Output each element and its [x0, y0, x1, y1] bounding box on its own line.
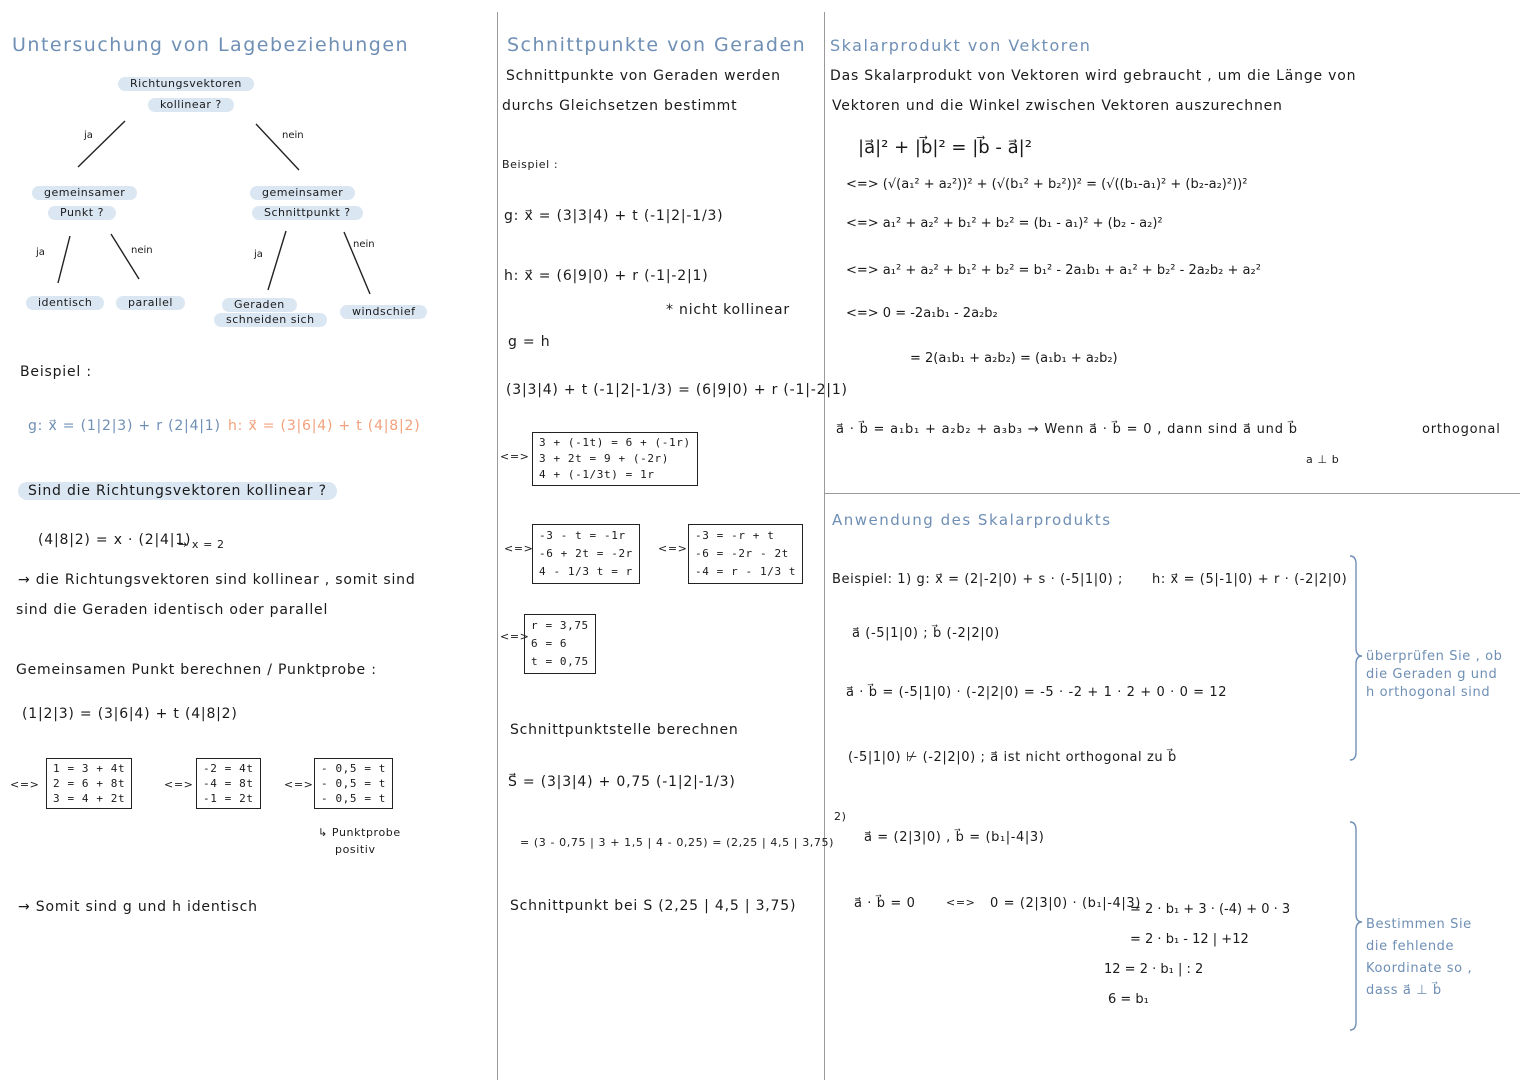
col1-lgs-2-row: -4 = 8t — [203, 777, 254, 790]
col1-punktprobe-note-line2: positiv — [335, 843, 376, 856]
step-line: = 2 · b₁ + 3 · (-4) + 0 · 3 — [1130, 902, 1291, 917]
tree-right-line2: Schnittpunkt ? — [252, 206, 363, 220]
tree-right-ja: ja — [254, 249, 263, 260]
col2-equiv-4: <=> — [500, 630, 530, 643]
col1-punktprobe-title: Gemeinsamen Punkt berechnen / Punktprobe : — [16, 662, 377, 678]
col2-h-equation: h: x⃗ = (6|9|0) + r (-1|-2|1) — [504, 268, 709, 284]
derivation-line: = 2(a₁b₁ + a₂b₂) = (a₁b₁ + a₂b₂) — [910, 351, 1118, 366]
col2-lgs-1-row: 3 + (-1t) = 6 + (-1r) — [539, 436, 691, 449]
col3-ab2-zero: a⃗ · b⃗ = 0 — [854, 896, 916, 911]
col3-beispiel1-h: h: x⃗ = (5|-1|0) + r · (-2|2|0) — [1152, 572, 1348, 587]
col3-ab2-vectors: a⃗ = (2|3|0) , b⃗ = (b₁|-4|3) — [864, 830, 1045, 845]
col1-lgs-3-row: - 0,5 = t — [321, 777, 387, 790]
col3-beispiel1: Beispiel: 1) g: x⃗ = (2|-2|0) + s · (-5|1|0) ; — [832, 572, 1124, 587]
col1-conclusion-line1: → die Richtungsvektoren sind kollinear , somit sind — [18, 572, 416, 588]
col1-final-conclusion: → Somit sind g und h identisch — [18, 899, 258, 915]
derivation-line: |a⃗|² + |b⃗|² = |b⃗ - a⃗|² — [858, 137, 1032, 158]
col2-s-equation-1: S⃗ = (3|3|4) + 0,75 (-1|2|-1/3) — [508, 774, 736, 790]
col2-lgs-3-row: -4 = r - 1/3 t — [695, 565, 797, 578]
col1-lgs-3-row: - 0,5 = t — [321, 762, 387, 775]
col1-title: Untersuchung von Lagebeziehungen — [12, 34, 410, 56]
col2-s-equation-2: = (3 - 0,75 | 3 + 1,5 | 4 - 0,25) = (2,25 | 4,5 | 3,75) — [520, 836, 834, 849]
col1-kollinear-result: → x = 2 — [178, 538, 225, 551]
col2-lgs-3 — [688, 524, 803, 584]
col2-lgs-1-row: 3 + 2t = 9 + (-2r) — [539, 452, 670, 465]
tree-leaf-parallel: parallel — [116, 296, 185, 310]
derivation-line: <=> 0 = -2a₁b₁ - 2a₂b₂ — [846, 306, 998, 321]
col2-lgs-2-row: -3 - t = -1r — [539, 529, 626, 542]
col2-g-equation: g: x⃗ = (3|3|4) + t (-1|2|-1/3) — [504, 208, 724, 224]
col1-g-equation: g: x⃗ = (1|2|3) + r (2|4|1) — [28, 418, 221, 434]
col1-lgs-1-row: 3 = 4 + 2t — [53, 792, 126, 805]
col3-title: Skalarprodukt von Vektoren — [830, 36, 1092, 55]
col3-note-1: überprüfen Sie , ob die Geraden g und h orthogonal sind — [1366, 649, 1503, 700]
tree-root-line1: Richtungsvektoren — [118, 77, 254, 91]
col1-lgs-1-row: 1 = 3 + 4t — [53, 762, 126, 775]
col1-h-equation: h: x⃗ = (3|6|4) + t (4|8|2) — [228, 418, 421, 434]
col2-lgs-3-row: -3 = -r + t — [695, 529, 775, 542]
col1-equiv-3: <=> — [284, 778, 314, 791]
col1-lgs-3 — [314, 758, 393, 809]
col3-anwendung-title: Anwendung des Skalarprodukts — [832, 511, 1112, 529]
col3-ab-product: a⃗ · b⃗ = (-5|1|0) · (-2|2|0) = -5 · -2 + 1 · 2 + 0 · 0 = 12 — [846, 685, 1228, 700]
tree-left-line1: gemeinsamer — [32, 186, 137, 200]
col1-beispiel-label: Beispiel : — [20, 364, 92, 380]
col2-intro-line1: Schnittpunkte von Geraden werden — [506, 68, 781, 84]
col2-lgs-4-row: 6 = 6 — [531, 637, 568, 650]
col3-steps — [1104, 895, 1290, 1015]
col2-lgs-4-row: t = 0,75 — [531, 655, 589, 668]
step-line: 6 = b₁ — [1108, 992, 1149, 1007]
col2-schnitt-label: Schnittpunktstelle berechnen — [510, 722, 739, 738]
col3-ab2-equiv: <=> — [946, 896, 976, 909]
col1-punktprobe-note-line1: ↳ Punktprobe — [318, 826, 401, 839]
col2-equiv-2: <=> — [504, 542, 534, 555]
col2-g-equals-h: g = h — [508, 334, 551, 350]
tree-nein-label: nein — [282, 130, 304, 141]
col2-beispiel-label: Beispiel : — [502, 158, 559, 171]
tree-right-line1: gemeinsamer — [250, 186, 355, 200]
tree-leaf-identisch: identisch — [26, 296, 104, 310]
col3-not-perp: (-5|1|0) ⊬ (-2|2|0) ; a⃗ ist nicht orthogonal zu b⃗ — [848, 750, 1177, 765]
col1-lgs-2-row: -2 = 4t — [203, 762, 254, 775]
col2-lgs-2-row: -6 + 2t = -2r — [539, 547, 633, 560]
col1-lgs-2-row: -1 = 2t — [203, 792, 254, 805]
col1-lgs-2 — [196, 758, 261, 809]
tree-left-ja: ja — [36, 247, 45, 258]
tree-ja-label: ja — [84, 130, 93, 141]
col2-lgs-3-row: -6 = -2r - 2t — [695, 547, 789, 560]
tree-leaf-schneiden-line2: schneiden sich — [214, 313, 327, 327]
derivation-line: <=> a₁² + a₂² + b₁² + b₂² = (b₁ - a₁)² + (b₂ - a₂)² — [846, 216, 1163, 231]
col3-dot-definition: a⃗ · b⃗ = a₁b₁ + a₂b₂ + a₃b₃ → Wenn a⃗ · b⃗ = 0 , dann sind a⃗ und b⃗ — [836, 422, 1298, 437]
tree-root-line2: kollinear ? — [148, 98, 234, 112]
col3-note-2: Bestimmen Sie die fehlende Koordinate so , dass a⃗ ⊥ b⃗ — [1366, 917, 1473, 998]
tree-left-nein: nein — [131, 245, 153, 256]
col3-perp: a ⊥ b — [1306, 453, 1340, 466]
col3-number-2: 2) — [834, 810, 847, 823]
derivation-line: <=> a₁² + a₂² + b₁² + b₂² = b₁² - 2a₁b₁ + a₁² + b₂² - 2a₂b₂ + a₂² — [846, 263, 1261, 278]
col2-lgs-4 — [524, 614, 596, 674]
col2-lgs-1-row: 4 + (-1/3t) = 1r — [539, 468, 655, 481]
col1-lgs-1 — [46, 758, 132, 809]
col2-lgs-4-row: r = 3,75 — [531, 619, 589, 632]
col1-lgs-3-row: - 0,5 = t — [321, 792, 387, 805]
tree-leaf-schneiden-line1: Geraden — [222, 298, 297, 312]
col3-intro-line1: Das Skalarprodukt von Vektoren wird gebraucht , um die Länge von — [830, 68, 1357, 84]
col2-gleichsetzen-equation: (3|3|4) + t (-1|2|-1/3) = (6|9|0) + r (-1|-2|1) — [506, 382, 848, 398]
col2-intro-line2: durchs Gleichsetzen bestimmt — [502, 98, 738, 114]
derivation-line: <=> (√(a₁² + a₂²))² + (√(b₁² + b₂²))² = (√((b₁-a₁)² + (b₂-a₂)²))² — [846, 177, 1248, 192]
col2-equiv-1: <=> — [500, 450, 530, 463]
col1-conclusion-line2: sind die Geraden identisch oder parallel — [16, 602, 329, 618]
col1-punktprobe-equation: (1|2|3) = (3|6|4) + t (4|8|2) — [22, 706, 238, 722]
col1-kollinear-equation: (4|8|2) = x · (2|4|1) — [38, 532, 192, 548]
col2-nicht-kollinear: * nicht kollinear — [666, 302, 790, 318]
step-line: = 2 · b₁ - 12 | +12 — [1130, 932, 1249, 947]
tree-right-nein: nein — [353, 239, 375, 250]
col3-orthogonal-word: orthogonal — [1422, 422, 1501, 437]
col2-lgs-2 — [532, 524, 640, 584]
col2-equiv-3: <=> — [658, 542, 688, 555]
col3-ab-vectors: a⃗ (-5|1|0) ; b⃗ (-2|2|0) — [852, 626, 1000, 641]
tree-left-line2: Punkt ? — [48, 206, 116, 220]
col1-equiv-1: <=> — [10, 778, 40, 791]
col2-lgs-1 — [532, 432, 698, 486]
col3-ab2-equation: 0 = (2|3|0) · (b₁|-4|3) — [990, 896, 1141, 911]
col1-question: Sind die Richtungsvektoren kollinear ? — [18, 482, 337, 500]
col2-result: Schnittpunkt bei S (2,25 | 4,5 | 3,75) — [510, 898, 797, 914]
col3-intro-line2: Vektoren und die Winkel zwischen Vektoren auszurechnen — [832, 98, 1283, 114]
col2-title: Schnittpunkte von Geraden — [507, 34, 807, 56]
col2-lgs-2-row: 4 - 1/3 t = r — [539, 565, 633, 578]
col3-derivation — [846, 137, 1261, 366]
col1-lgs-1-row: 2 = 6 + 8t — [53, 777, 126, 790]
col1-equiv-2: <=> — [164, 778, 194, 791]
step-line: 12 = 2 · b₁ | : 2 — [1104, 962, 1204, 977]
tree-leaf-windschief: windschief — [340, 305, 427, 319]
